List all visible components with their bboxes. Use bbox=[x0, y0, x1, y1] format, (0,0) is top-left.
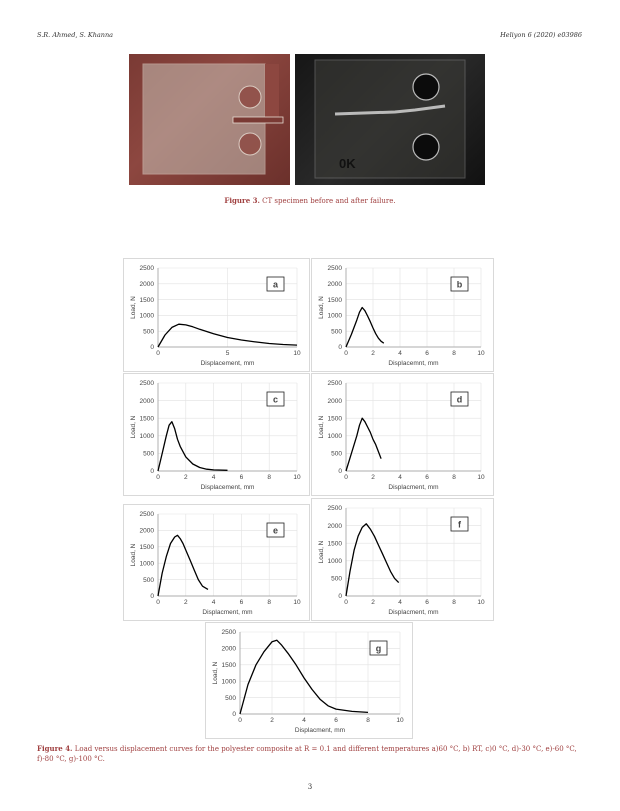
panel-label: d bbox=[456, 394, 463, 405]
y-axis-label: Load, N bbox=[130, 296, 137, 319]
x-tick-label: 10 bbox=[293, 474, 301, 481]
y-tick-label: 1500 bbox=[327, 415, 342, 423]
x-tick-label: 6 bbox=[239, 599, 244, 606]
y-tick-label: 1000 bbox=[327, 312, 342, 320]
panel-label: a bbox=[272, 279, 279, 290]
x-tick-label: 0 bbox=[344, 474, 348, 481]
load-displacement-curve bbox=[158, 535, 208, 596]
chart-panel-d bbox=[311, 373, 494, 496]
y-tick-label: 500 bbox=[143, 328, 154, 336]
chart-panel-e bbox=[123, 504, 310, 621]
y-tick-label: 2500 bbox=[327, 265, 342, 273]
y-tick-label: 1500 bbox=[139, 415, 154, 423]
y-tick-label: 500 bbox=[143, 450, 154, 458]
specimen-after-drawing bbox=[295, 54, 485, 185]
x-axis-label: Displacment, mm bbox=[294, 727, 346, 734]
pin-hole-top bbox=[239, 86, 261, 108]
y-tick-label: 1500 bbox=[327, 540, 342, 548]
specimen-before-photo bbox=[129, 54, 290, 185]
y-axis-label: Load, N bbox=[318, 540, 325, 564]
figure3-text: CT specimen before and after failure. bbox=[262, 197, 396, 205]
x-tick-label: 4 bbox=[211, 474, 216, 481]
y-tick-label: 500 bbox=[331, 575, 342, 583]
x-tick-label: 2 bbox=[183, 474, 188, 481]
chart-e bbox=[124, 505, 309, 620]
x-tick-label: 6 bbox=[239, 474, 244, 481]
figure4-label: Figure 4. bbox=[37, 744, 73, 753]
x-tick-label: 10 bbox=[477, 474, 485, 481]
load-displacement-curve bbox=[346, 308, 384, 348]
figure4-text: Load versus displacement curves for the polyester composite at R = 0.1 and different temperatures a)60 °C, b) RT, c)0 °C, d)-30 °C, e)-60 °C, f)-80 °C, g)-100 °C. bbox=[37, 745, 577, 763]
chart-d bbox=[312, 374, 493, 495]
x-tick-label: 4 bbox=[398, 474, 402, 481]
y-axis-label: Load, N bbox=[318, 415, 325, 439]
y-tick-label: 1000 bbox=[221, 678, 236, 686]
x-tick-label: 0 bbox=[156, 474, 160, 481]
y-tick-label: 2000 bbox=[139, 281, 154, 288]
figure3-caption bbox=[0, 196, 620, 205]
y-tick-label: 2000 bbox=[139, 527, 154, 535]
y-tick-label: 1000 bbox=[327, 433, 342, 440]
y-tick-label: 1000 bbox=[139, 560, 154, 568]
y-tick-label: 0 bbox=[150, 468, 154, 476]
y-axis-label: Load, N bbox=[212, 661, 219, 685]
y-axis-label: Load, N bbox=[318, 296, 325, 319]
chart-f bbox=[312, 499, 493, 620]
y-tick-label: 1500 bbox=[221, 662, 236, 669]
y-tick-label: 0 bbox=[150, 593, 154, 601]
panel-label: e bbox=[272, 525, 279, 536]
x-tick-label: 2 bbox=[371, 474, 375, 481]
x-tick-label: 0 bbox=[344, 599, 348, 606]
y-tick-label: 0 bbox=[232, 711, 236, 719]
pin-hole-bottom bbox=[239, 133, 261, 155]
x-axis-label: Displacement, mm bbox=[200, 484, 255, 491]
x-tick-label: 8 bbox=[366, 717, 370, 724]
chart-a bbox=[124, 259, 309, 371]
x-tick-label: 6 bbox=[425, 350, 429, 357]
header-journal: Heliyon 6 (2020) e03986 bbox=[500, 31, 582, 39]
x-tick-label: 8 bbox=[452, 474, 456, 481]
x-tick-label: 10 bbox=[293, 350, 301, 357]
y-tick-label: 2500 bbox=[139, 380, 154, 388]
y-tick-label: 1000 bbox=[139, 433, 154, 440]
y-tick-label: 500 bbox=[331, 450, 342, 458]
x-tick-label: 5 bbox=[225, 350, 230, 357]
x-tick-label: 2 bbox=[371, 599, 375, 606]
y-tick-label: 1500 bbox=[327, 296, 342, 304]
y-tick-label: 2000 bbox=[327, 397, 342, 405]
load-displacement-curve bbox=[346, 418, 381, 471]
x-tick-label: 10 bbox=[477, 599, 485, 606]
x-tick-label: 6 bbox=[425, 474, 429, 481]
y-tick-label: 2500 bbox=[327, 505, 342, 513]
panel-label: b bbox=[456, 279, 463, 290]
chart-g bbox=[206, 623, 412, 738]
chart-c bbox=[124, 374, 309, 495]
x-tick-label: 0 bbox=[238, 717, 242, 724]
y-axis-label: Load, N bbox=[130, 415, 137, 439]
x-tick-label: 8 bbox=[452, 350, 456, 357]
panel-label: c bbox=[272, 394, 279, 405]
x-tick-label: 8 bbox=[267, 474, 272, 481]
figure4-caption bbox=[37, 744, 585, 764]
load-displacement-curve bbox=[158, 422, 228, 471]
chart-panel-b bbox=[311, 258, 494, 372]
x-tick-label: 10 bbox=[396, 717, 404, 724]
y-tick-label: 0 bbox=[150, 344, 154, 352]
y-tick-label: 1000 bbox=[327, 558, 342, 565]
figure3-label: Figure 3. bbox=[224, 196, 260, 205]
x-axis-label: Displacment, mm bbox=[388, 484, 439, 491]
specimen-after-photo bbox=[295, 54, 485, 185]
header-authors: S.R. Ahmed, S. Khanna bbox=[37, 31, 114, 39]
y-tick-label: 2500 bbox=[139, 265, 154, 273]
plate-notch-top bbox=[265, 64, 279, 118]
x-tick-label: 2 bbox=[183, 599, 188, 606]
x-tick-label: 10 bbox=[477, 350, 485, 357]
pin-hole-top bbox=[413, 74, 439, 100]
chart-b bbox=[312, 259, 493, 371]
y-tick-label: 2500 bbox=[139, 511, 154, 519]
x-tick-label: 4 bbox=[398, 599, 402, 606]
y-tick-label: 0 bbox=[338, 344, 342, 352]
chart-panel-g bbox=[205, 622, 413, 739]
y-tick-label: 2500 bbox=[327, 380, 342, 388]
x-axis-label: Displacment, mm bbox=[202, 609, 253, 616]
y-axis-label: Load, N bbox=[130, 543, 137, 567]
x-axis-label: Displacement, mm bbox=[200, 360, 255, 367]
y-tick-label: 2000 bbox=[327, 522, 342, 530]
x-tick-label: 2 bbox=[270, 717, 274, 724]
x-tick-label: 8 bbox=[267, 599, 272, 606]
y-tick-label: 500 bbox=[143, 576, 154, 584]
x-tick-label: 4 bbox=[211, 599, 216, 606]
load-displacement-curve bbox=[346, 524, 399, 596]
x-tick-label: 4 bbox=[398, 350, 402, 357]
y-tick-label: 1500 bbox=[139, 544, 154, 551]
x-tick-label: 6 bbox=[425, 599, 429, 606]
y-tick-label: 2000 bbox=[139, 397, 154, 405]
y-tick-label: 2000 bbox=[221, 645, 236, 653]
panel-label: g bbox=[375, 643, 382, 654]
broken-plate bbox=[315, 60, 465, 178]
y-tick-label: 2000 bbox=[327, 281, 342, 288]
x-tick-label: 6 bbox=[334, 717, 338, 724]
y-tick-label: 1000 bbox=[139, 312, 154, 320]
x-axis-label: Displacemnt, mm bbox=[388, 360, 439, 367]
x-tick-label: 10 bbox=[293, 599, 301, 606]
chart-panel-a bbox=[123, 258, 310, 372]
y-tick-label: 0 bbox=[338, 468, 342, 476]
x-axis-label: Displacment, mm bbox=[388, 609, 439, 616]
page-number: 3 bbox=[307, 783, 313, 791]
crack-notch bbox=[233, 117, 283, 123]
pin-hole-bottom bbox=[413, 134, 439, 160]
x-tick-label: 8 bbox=[452, 599, 456, 606]
x-tick-label: 0 bbox=[344, 350, 348, 357]
y-tick-label: 1500 bbox=[139, 296, 154, 304]
x-tick-label: 0 bbox=[156, 350, 160, 357]
panel-label: f bbox=[458, 519, 461, 530]
chart-panel-f bbox=[311, 498, 494, 621]
chart-panel-c bbox=[123, 373, 310, 496]
x-tick-label: 2 bbox=[371, 350, 375, 357]
y-tick-label: 500 bbox=[331, 328, 342, 336]
y-tick-label: 0 bbox=[338, 593, 342, 601]
x-tick-label: 4 bbox=[302, 717, 306, 724]
specimen-before-drawing bbox=[129, 54, 290, 185]
y-tick-label: 2500 bbox=[221, 629, 236, 637]
y-tick-label: 500 bbox=[225, 694, 236, 702]
photo-annotation: 0K bbox=[339, 156, 356, 171]
x-tick-label: 0 bbox=[156, 599, 160, 606]
